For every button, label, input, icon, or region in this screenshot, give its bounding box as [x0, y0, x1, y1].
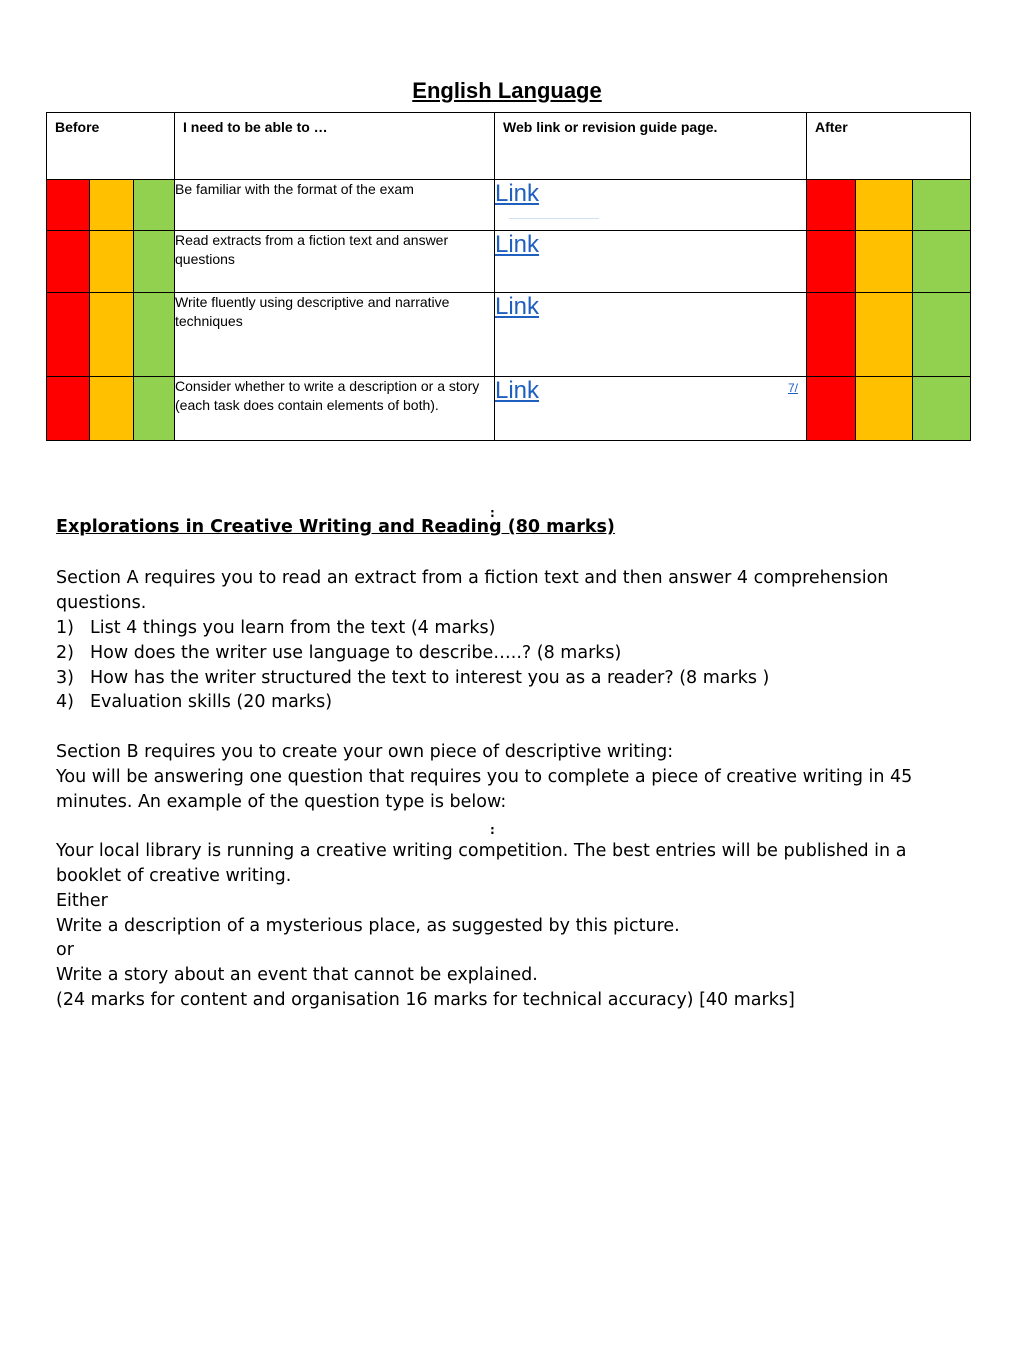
- question-number: 1): [56, 618, 74, 638]
- after-amber-box[interactable]: [856, 293, 913, 377]
- header-weblink: Web link or revision guide page.: [495, 113, 807, 180]
- header-need: I need to be able to …: [175, 113, 495, 180]
- or-label: or: [56, 940, 74, 960]
- after-red-box[interactable]: [807, 377, 856, 441]
- table-row: [47, 180, 971, 231]
- dot-mark: :: [490, 823, 495, 837]
- section-b-description: You will be answering one question that requires you to complete a piece of creative writing in 45 minutes. An example of the question type is below:: [56, 767, 913, 812]
- link-cell: [495, 377, 807, 441]
- after-amber-box[interactable]: [856, 377, 913, 441]
- page-title: English Language: [412, 78, 602, 103]
- link-cell: [495, 180, 807, 231]
- revision-link[interactable]: Link: [495, 293, 540, 320]
- before-red-box[interactable]: [47, 377, 90, 441]
- header-after: After: [807, 113, 971, 180]
- skill-text: Consider whether to write a description or a story (each task does contain elements of both).: [175, 377, 495, 441]
- table-row: [47, 377, 971, 441]
- question-text: Evaluation skills (20 marks): [90, 692, 333, 713]
- before-red-box[interactable]: [47, 180, 90, 231]
- before-green-box[interactable]: [134, 180, 175, 231]
- link-cell: [495, 293, 807, 377]
- after-green-box[interactable]: [913, 377, 971, 441]
- table-header-row: [47, 113, 971, 180]
- revision-checklist-table: [46, 112, 971, 441]
- after-red-box[interactable]: [807, 231, 856, 293]
- example-prompt: Your local library is running a creative writing competition. The best entries will be published in a booklet of creative writing.: [56, 841, 907, 886]
- link-underline-decoration: [509, 218, 599, 219]
- question-text: List 4 things you learn from the text (4 marks): [90, 618, 496, 638]
- after-green-box[interactable]: [913, 293, 971, 377]
- question-list: [56, 616, 976, 715]
- after-amber-box[interactable]: [856, 231, 913, 293]
- after-red-box[interactable]: [807, 180, 856, 231]
- before-green-box[interactable]: [134, 231, 175, 293]
- before-green-box[interactable]: [134, 377, 175, 441]
- link-cell: [495, 231, 807, 293]
- question-number: 3): [56, 667, 74, 688]
- list-item: [56, 641, 976, 666]
- dot-mark: :: [490, 506, 495, 520]
- skill-text: Be familiar with the format of the exam: [175, 180, 495, 231]
- either-label: Either: [56, 891, 108, 911]
- list-item: [56, 690, 976, 715]
- before-red-box[interactable]: [47, 231, 90, 293]
- section-a-intro: Section A requires you to read an extract from a fiction text and then answer 4 comprehension questions.: [56, 568, 889, 613]
- before-red-box[interactable]: [47, 293, 90, 377]
- before-amber-box[interactable]: [90, 180, 134, 231]
- skill-text: Read extracts from a fiction text and answer questions: [175, 231, 495, 293]
- option-one: Write a description of a mysterious place, as suggested by this picture.: [56, 916, 680, 936]
- marks-note: (24 marks for content and organisation 16 marks for technical accuracy) [40 marks]: [56, 990, 795, 1010]
- question-number: 4): [56, 692, 74, 713]
- after-amber-box[interactable]: [856, 180, 913, 231]
- skill-text: Write fluently using descriptive and narrative techniques: [175, 293, 495, 377]
- header-before: Before: [47, 113, 175, 180]
- option-two: Write a story about an event that cannot be explained.: [56, 965, 538, 985]
- after-red-box[interactable]: [807, 293, 856, 377]
- question-text: How has the writer structured the text to interest you as a reader? (8 marks ): [90, 667, 770, 688]
- table-row: [47, 293, 971, 377]
- question-number: 2): [56, 642, 74, 663]
- list-item: [56, 616, 976, 641]
- section-b-intro: Section B requires you to create your own piece of descriptive writing:: [56, 742, 674, 762]
- before-amber-box[interactable]: [90, 293, 134, 377]
- revision-link[interactable]: Link: [495, 231, 540, 258]
- list-item: [56, 666, 976, 691]
- before-amber-box[interactable]: [90, 231, 134, 293]
- after-green-box[interactable]: [913, 231, 971, 293]
- before-amber-box[interactable]: [90, 377, 134, 441]
- small-link-mark[interactable]: 7/: [787, 381, 798, 395]
- before-green-box[interactable]: [134, 293, 175, 377]
- after-green-box[interactable]: [913, 180, 971, 231]
- section-heading: Explorations in Creative Writing and Reading (80 marks): [56, 517, 615, 537]
- revision-link[interactable]: Link: [495, 180, 540, 207]
- revision-link[interactable]: Link: [495, 377, 540, 404]
- question-text: How does the writer use language to describe…..? (8 marks): [90, 642, 622, 663]
- table-row: [47, 231, 971, 293]
